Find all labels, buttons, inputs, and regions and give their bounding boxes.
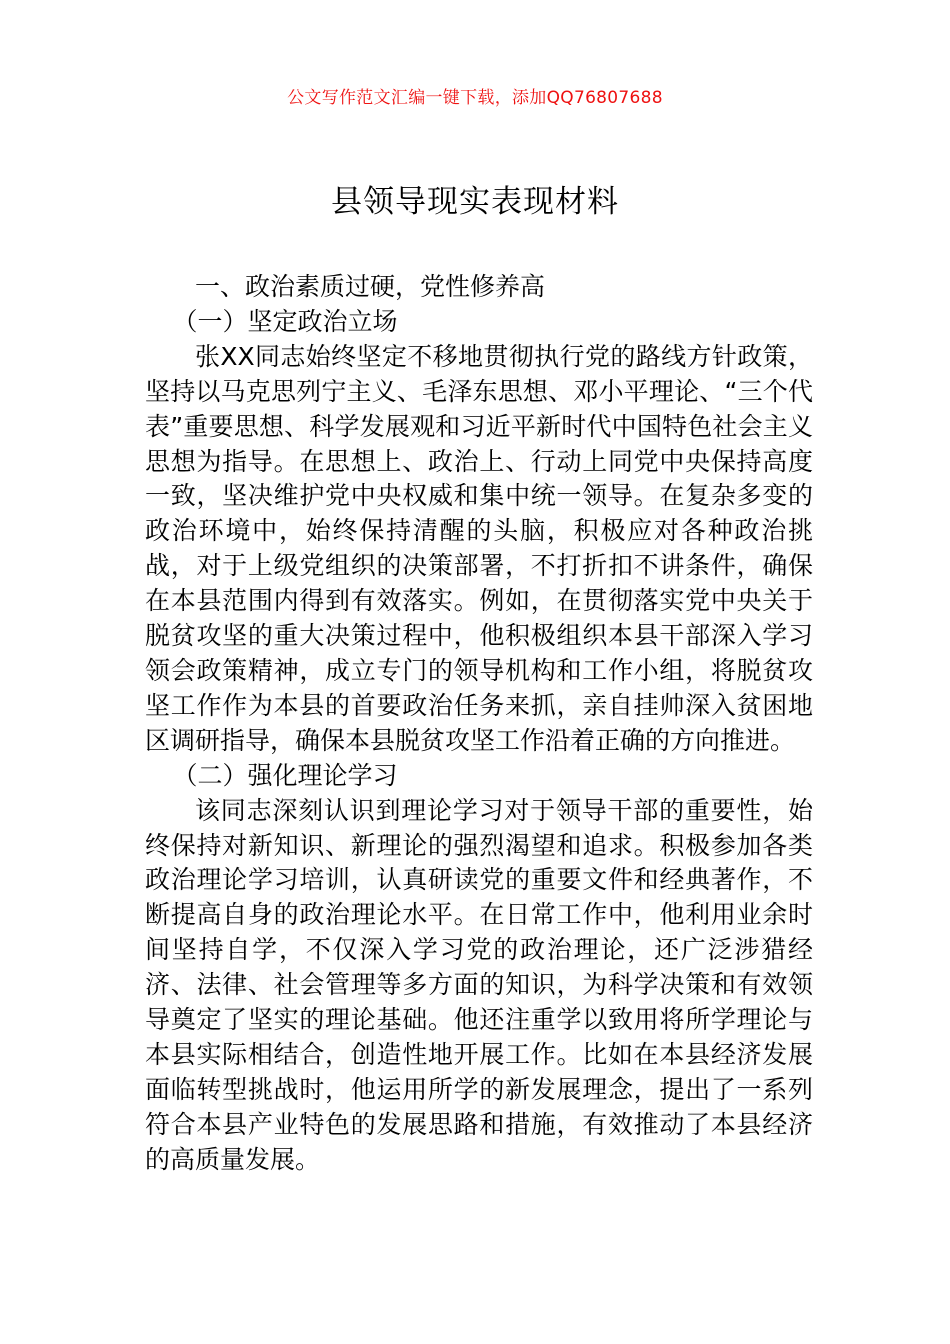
document-body xyxy=(145,270,813,1178)
download-notice: 公文写作范文汇编一键下载，添加QQ76807688 xyxy=(287,88,663,108)
section-heading-1: 一、政治素质过硬，党性修养高 xyxy=(195,272,546,301)
document-title: 县领导现实表现材料 xyxy=(331,184,619,220)
paragraph-theory-study: 该同志深刻认识到理论学习对于领导干部的重要性，始终保持对新知识、新理论的强烈渴望和追求。积极参加各类政治理论学习培训，认真研读党的重要文件和经典著作，不断提高自身的政治理论水平。在日常工作中，他利用业余时间坚持自学，不仅深入学习党的政治理论，还广泛涉猎经济、法律、社会管理等多方面的知识，为科学决策和有效领导奠定了坚实的理论基础。他还注重学以致用将所学理论与本县实际相结合，创造性地开展工作。比如在本县经济发展面临转型挑战时，他运用所学的新发展理念，提出了一系列符合本县产业特色的发展思路和措施，有效推动了本县经济的高质量发展。 xyxy=(145,795,813,1174)
subsection-heading-2: （二）强化理论学习 xyxy=(172,760,398,790)
subsection-heading-1: （一）坚定政治立场 xyxy=(172,306,398,336)
paragraph-political-stance: 张XX同志始终坚定不移地贯彻执行党的路线方针政策，坚持以马克思列宁主义、毛泽东思想、邓小平理论、“三个代表”重要思想、科学发展观和习近平新时代中国特色社会主义思想为指导。在思想上、政治上、行动上同党中央保持高度一致，坚决维护党中央权威和集中统一领导。在复杂多变的政治环境中，始终保持清醒的头脑，积极应对各种政治挑战，对于上级党组织的决策部署，不打折扣不讲条件，确保在本县范围内得到有效落实。例如，在贯彻落实党中央关于脱贫攻坚的重大决策过程中，他积极组织本县干部深入学习领会政策精神，成立专门的领导机构和工作小组，将脱贫攻坚工作作为本县的首要政治任务来抓，亲自挂帅深入贫困地区调研指导，确保本县脱贫攻坚工作沿着正确的方向推进。 xyxy=(145,341,813,755)
